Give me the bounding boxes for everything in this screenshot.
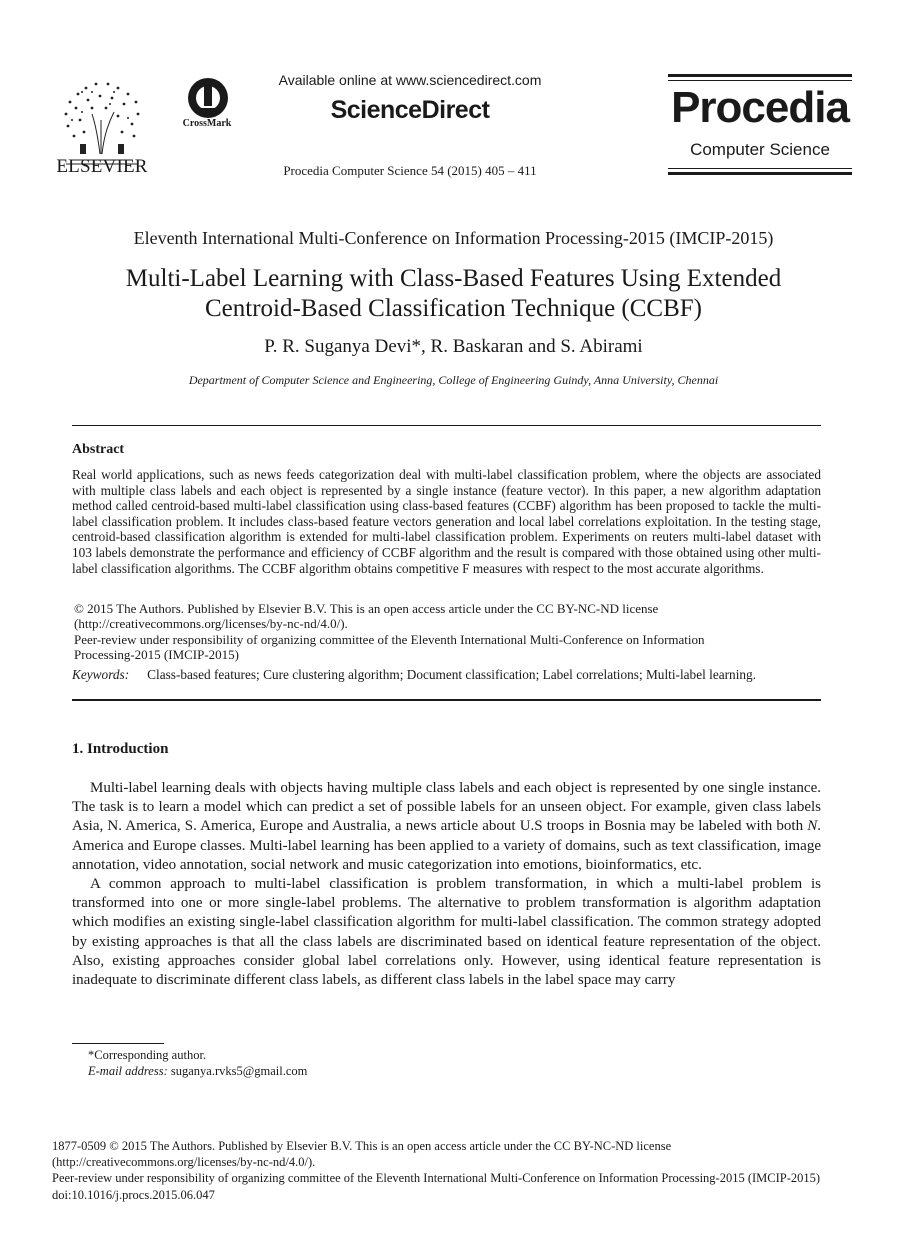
abstract-bottom-rule	[72, 699, 821, 701]
conference-name: Eleventh International Multi-Conference on Information Processing-2015 (IMCIP-2015)	[133, 228, 774, 248]
email-label: E-mail address:	[88, 1064, 168, 1078]
section-heading-introduction: 1. Introduction	[72, 741, 169, 757]
authors: P. R. Suganya Devi*, R. Baskaran and S. Abirami	[264, 336, 643, 357]
license-block	[74, 601, 834, 662]
bottom-license-link[interactable]: (http://creativecommons.org/licenses/by-nc-nd/4.0/).	[52, 1155, 316, 1170]
bottom-peer-review: Peer-review under responsibility of organizing committee of the Eleventh International Multi-Conference on Information Processing-2015 (IMCIP-2015)	[52, 1171, 821, 1186]
intro-paragraph-1: Multi-label learning deals with objects having multiple class labels and each object is represented by one single instance. The task is to learn a model which can predict a set of possible labels for an unseen object. For example, given class labels Asia, N. America, S. America, Europe and Australia, a news article about U.S troops in Bosnia may be labeled with both N. America and Europe classes. Multi-label learning has been applied to a variety of domains, such as text classification, image annotation, video annotation, social network and music categorization into emotions, bioinformatics, etc.	[72, 780, 821, 873]
paper-title-line-1: Multi-Label Learning with Class-Based Features Using Extended	[125, 265, 782, 292]
abstract-top-rule	[72, 425, 821, 426]
peer-review-line-1: Peer-review under responsibility of organizing committee of the Eleventh International Multi-Conference on Information	[74, 631, 705, 647]
procedia-logo-subtitle: Computer Science	[690, 140, 830, 159]
footnote	[88, 1047, 307, 1079]
sciencedirect-logo: ScienceDirect	[330, 96, 490, 124]
crossmark-label: CrossMark	[182, 118, 232, 129]
email-line	[88, 1063, 307, 1079]
corresponding-author: *Corresponding author.	[88, 1048, 207, 1062]
paper-title	[40, 264, 867, 324]
elsevier-wordmark: ELSEVIER	[56, 156, 148, 177]
issn-license-line: 1877-0509 © 2015 The Authors. Published by Elsevier B.V. This is an open access article under the CC BY-NC-ND license	[52, 1139, 672, 1153]
intro-paragraph-2: A common approach to multi-label classification is problem transformation, in which a multi-label problem is transformed into one or more single-label problems. The alternative to problem transformation is algorithm adaptation which modifies an existing single-label classification algorithm for multi-label classification. The common strategy adopted by existing approaches is that all the class labels are discriminated based on identical feature representation of the object. Also, existing approaches consider global label correlations only. However, using identical feature representation is inadequate to discriminate different class labels, as different class labels in the label space may carry	[72, 876, 821, 989]
affiliation: Department of Computer Science and Engineering, College of Engineering Guindy, Anna University, Chennai	[188, 373, 719, 387]
introduction-body	[72, 779, 821, 990]
procedia-logo	[668, 74, 852, 176]
footnote-rule	[72, 1043, 164, 1044]
doi[interactable]: doi:10.1016/j.procs.2015.06.047	[52, 1187, 215, 1202]
license-link[interactable]: (http://creativecommons.org/licenses/by-nc-nd/4.0/).	[74, 616, 348, 632]
keywords	[72, 667, 832, 683]
bottom-metadata	[52, 1138, 862, 1203]
keywords-label: Keywords:	[72, 667, 130, 682]
abstract-body: Real world applications, such as news feeds categorization deal with multi-label classification problem, where the objects are associated with multiple class labels and each object is represented by a single instance (feature vector). In this paper, a new algorithm adaptation method called centroid-based multi-label classification using class-based features (CCBF) algorithm has been proposed to tackle the multi-label classification problem. It includes class-based feature vectors generation and local label correlations exploitation. In the testing stage, centroid-based classification algorithm is extended for multi-label classification problem. Experiments on reuters multi-label dataset with 103 labels demonstrate the performance and efficiency of CCBF algorithm and the result is compared with those obtained using other multi-label classification algorithms. The CCBF algorithm obtains competitive F measures with respect to the most accurate algorithms.	[72, 467, 821, 576]
license-line-1: © 2015 The Authors. Published by Elsevier B.V. This is an open access article under the CC BY-NC-ND license	[74, 601, 659, 616]
peer-review-line-2: Processing-2015 (IMCIP-2015)	[74, 646, 240, 662]
keywords-list: Class-based features; Cure clustering algorithm; Document classification; Label correlations; Multi-label learning.	[147, 667, 757, 682]
journal-reference: Procedia Computer Science 54 (2015) 405 – 411	[283, 163, 537, 178]
available-online-text[interactable]: Available online at www.sciencedirect.com	[278, 72, 542, 88]
paper-title-line-2: Centroid-Based Classification Technique (CCBF)	[204, 295, 703, 322]
procedia-logo-title: Procedia	[671, 83, 849, 132]
abstract-heading: Abstract	[72, 442, 125, 457]
email-address[interactable]: suganya.rvks5@gmail.com	[170, 1064, 308, 1078]
